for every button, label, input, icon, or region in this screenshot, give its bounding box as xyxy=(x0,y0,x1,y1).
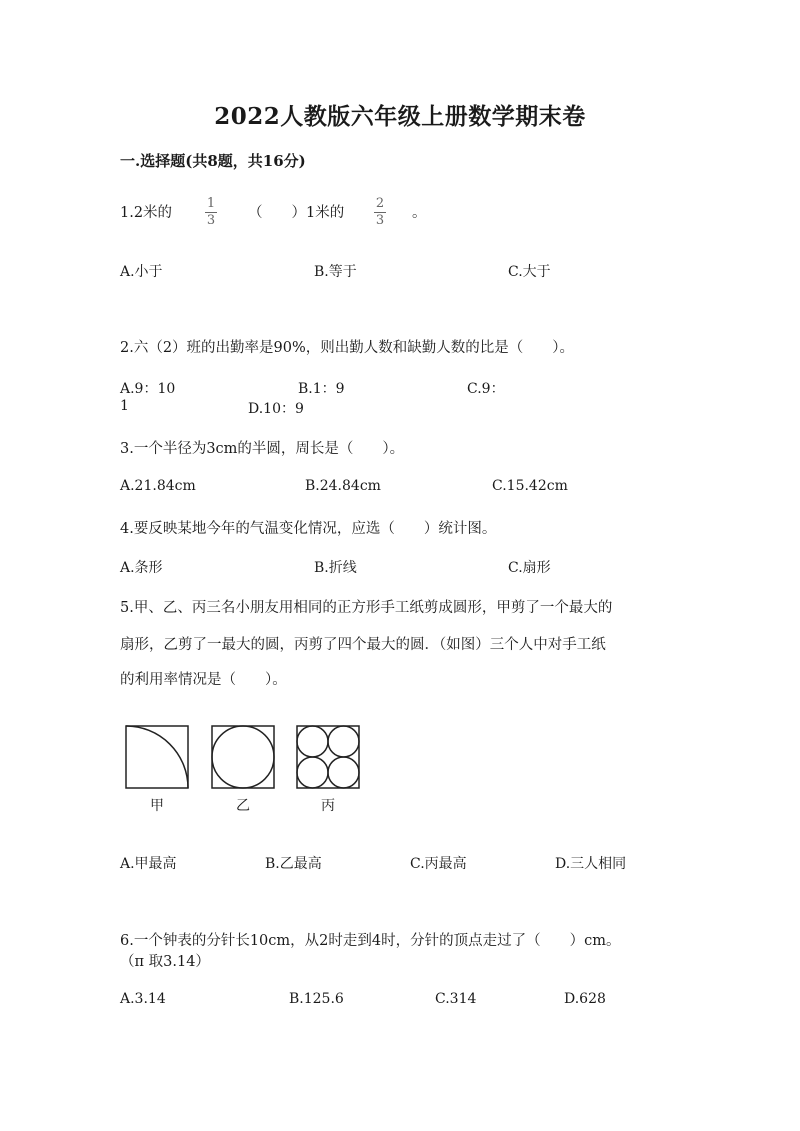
q1-frac2-numerator: 2 xyxy=(375,196,385,211)
q1-option-a: A.小于 xyxy=(120,264,163,280)
q1-fraction-2 xyxy=(374,197,386,228)
figure-square-jia xyxy=(126,726,188,788)
figure-circle-bing-2 xyxy=(328,726,359,757)
figure-circle-bing-3 xyxy=(297,757,328,788)
q2-option-c-continued: 1 xyxy=(120,398,129,414)
q4-option-c: C.扇形 xyxy=(508,560,551,576)
q1-frac1-numerator: 1 xyxy=(206,196,216,211)
q1-option-c: C.大于 xyxy=(508,264,551,280)
q6-text-line2: （π 取3.14） xyxy=(120,954,210,970)
q4-option-a: A.条形 xyxy=(120,560,163,576)
q2-option-b: B.1：9 xyxy=(298,381,345,397)
q2-option-c: C.9： xyxy=(467,381,505,397)
q6-option-b: B.125.6 xyxy=(289,991,344,1007)
section-heading: 一.选择题(共8题，共16分) xyxy=(120,152,306,170)
q3-option-a: A.21.84cm xyxy=(120,478,196,494)
q5-text-line2: 扇形，乙剪了一最大的圆，丙剪了四个最大的圆．（如图）三个人中对手工纸 xyxy=(120,637,606,653)
figure-label-jia: 甲 xyxy=(150,798,164,814)
q4-option-b: B.折线 xyxy=(314,560,357,576)
q6-option-a: A.3.14 xyxy=(120,991,166,1007)
q1-option-b: B.等于 xyxy=(314,264,357,280)
figure-square-bing xyxy=(297,726,359,788)
q2-option-a: A.9：10 xyxy=(120,381,176,397)
q5-text-line3: 的利用率情况是（ ）。 xyxy=(120,672,287,688)
q5-figure xyxy=(120,722,380,792)
q1-text-part3: 。 xyxy=(412,205,427,221)
q5-option-a: A.甲最高 xyxy=(120,856,177,872)
q6-option-c: C.314 xyxy=(435,991,477,1007)
q1-text-part2: （ ）1米的 xyxy=(248,205,345,221)
q3-option-b: B.24.84cm xyxy=(305,478,381,494)
figure-label-bing: 丙 xyxy=(321,798,335,814)
q5-text-line1: 5.甲、乙、丙三名小朋友用相同的正方形手工纸剪成圆形，甲剪了一个最大的 xyxy=(120,600,613,616)
q4-text: 4.要反映某地今年的气温变化情况，应选（ ）统计图。 xyxy=(120,521,497,537)
figure-quarter-arc-jia xyxy=(126,726,188,788)
q3-option-c: C.15.42cm xyxy=(492,478,568,494)
figure-circle-yi xyxy=(212,726,274,788)
q1-fraction-1 xyxy=(205,197,217,228)
q5-option-d: D.三人相同 xyxy=(555,856,627,872)
q2-text: 2.六（2）班的出勤率是90%，则出勤人数和缺勤人数的比是（ ）。 xyxy=(120,340,575,356)
q1-text-part1: 1.2米的 xyxy=(120,205,173,221)
figure-circle-bing-1 xyxy=(297,726,328,757)
q1-frac1-denominator: 3 xyxy=(206,213,216,228)
page-title: 2022人教版六年级上册数学期末卷 xyxy=(214,103,586,130)
q3-text: 3.一个半径为3cm的半圆，周长是（ ）。 xyxy=(120,441,405,457)
q1-frac2-denominator: 3 xyxy=(375,213,385,228)
q5-option-c: C.丙最高 xyxy=(410,856,467,872)
q2-option-d: D.10：9 xyxy=(248,401,304,417)
q5-option-b: B.乙最高 xyxy=(265,856,322,872)
figure-circle-bing-4 xyxy=(328,757,359,788)
figure-label-yi: 乙 xyxy=(236,798,250,814)
q6-text-line1: 6.一个钟表的分针长10cm，从2时走到4时，分针的顶点走过了（ ）cm。 xyxy=(120,933,621,949)
q6-option-d: D.628 xyxy=(564,991,606,1007)
